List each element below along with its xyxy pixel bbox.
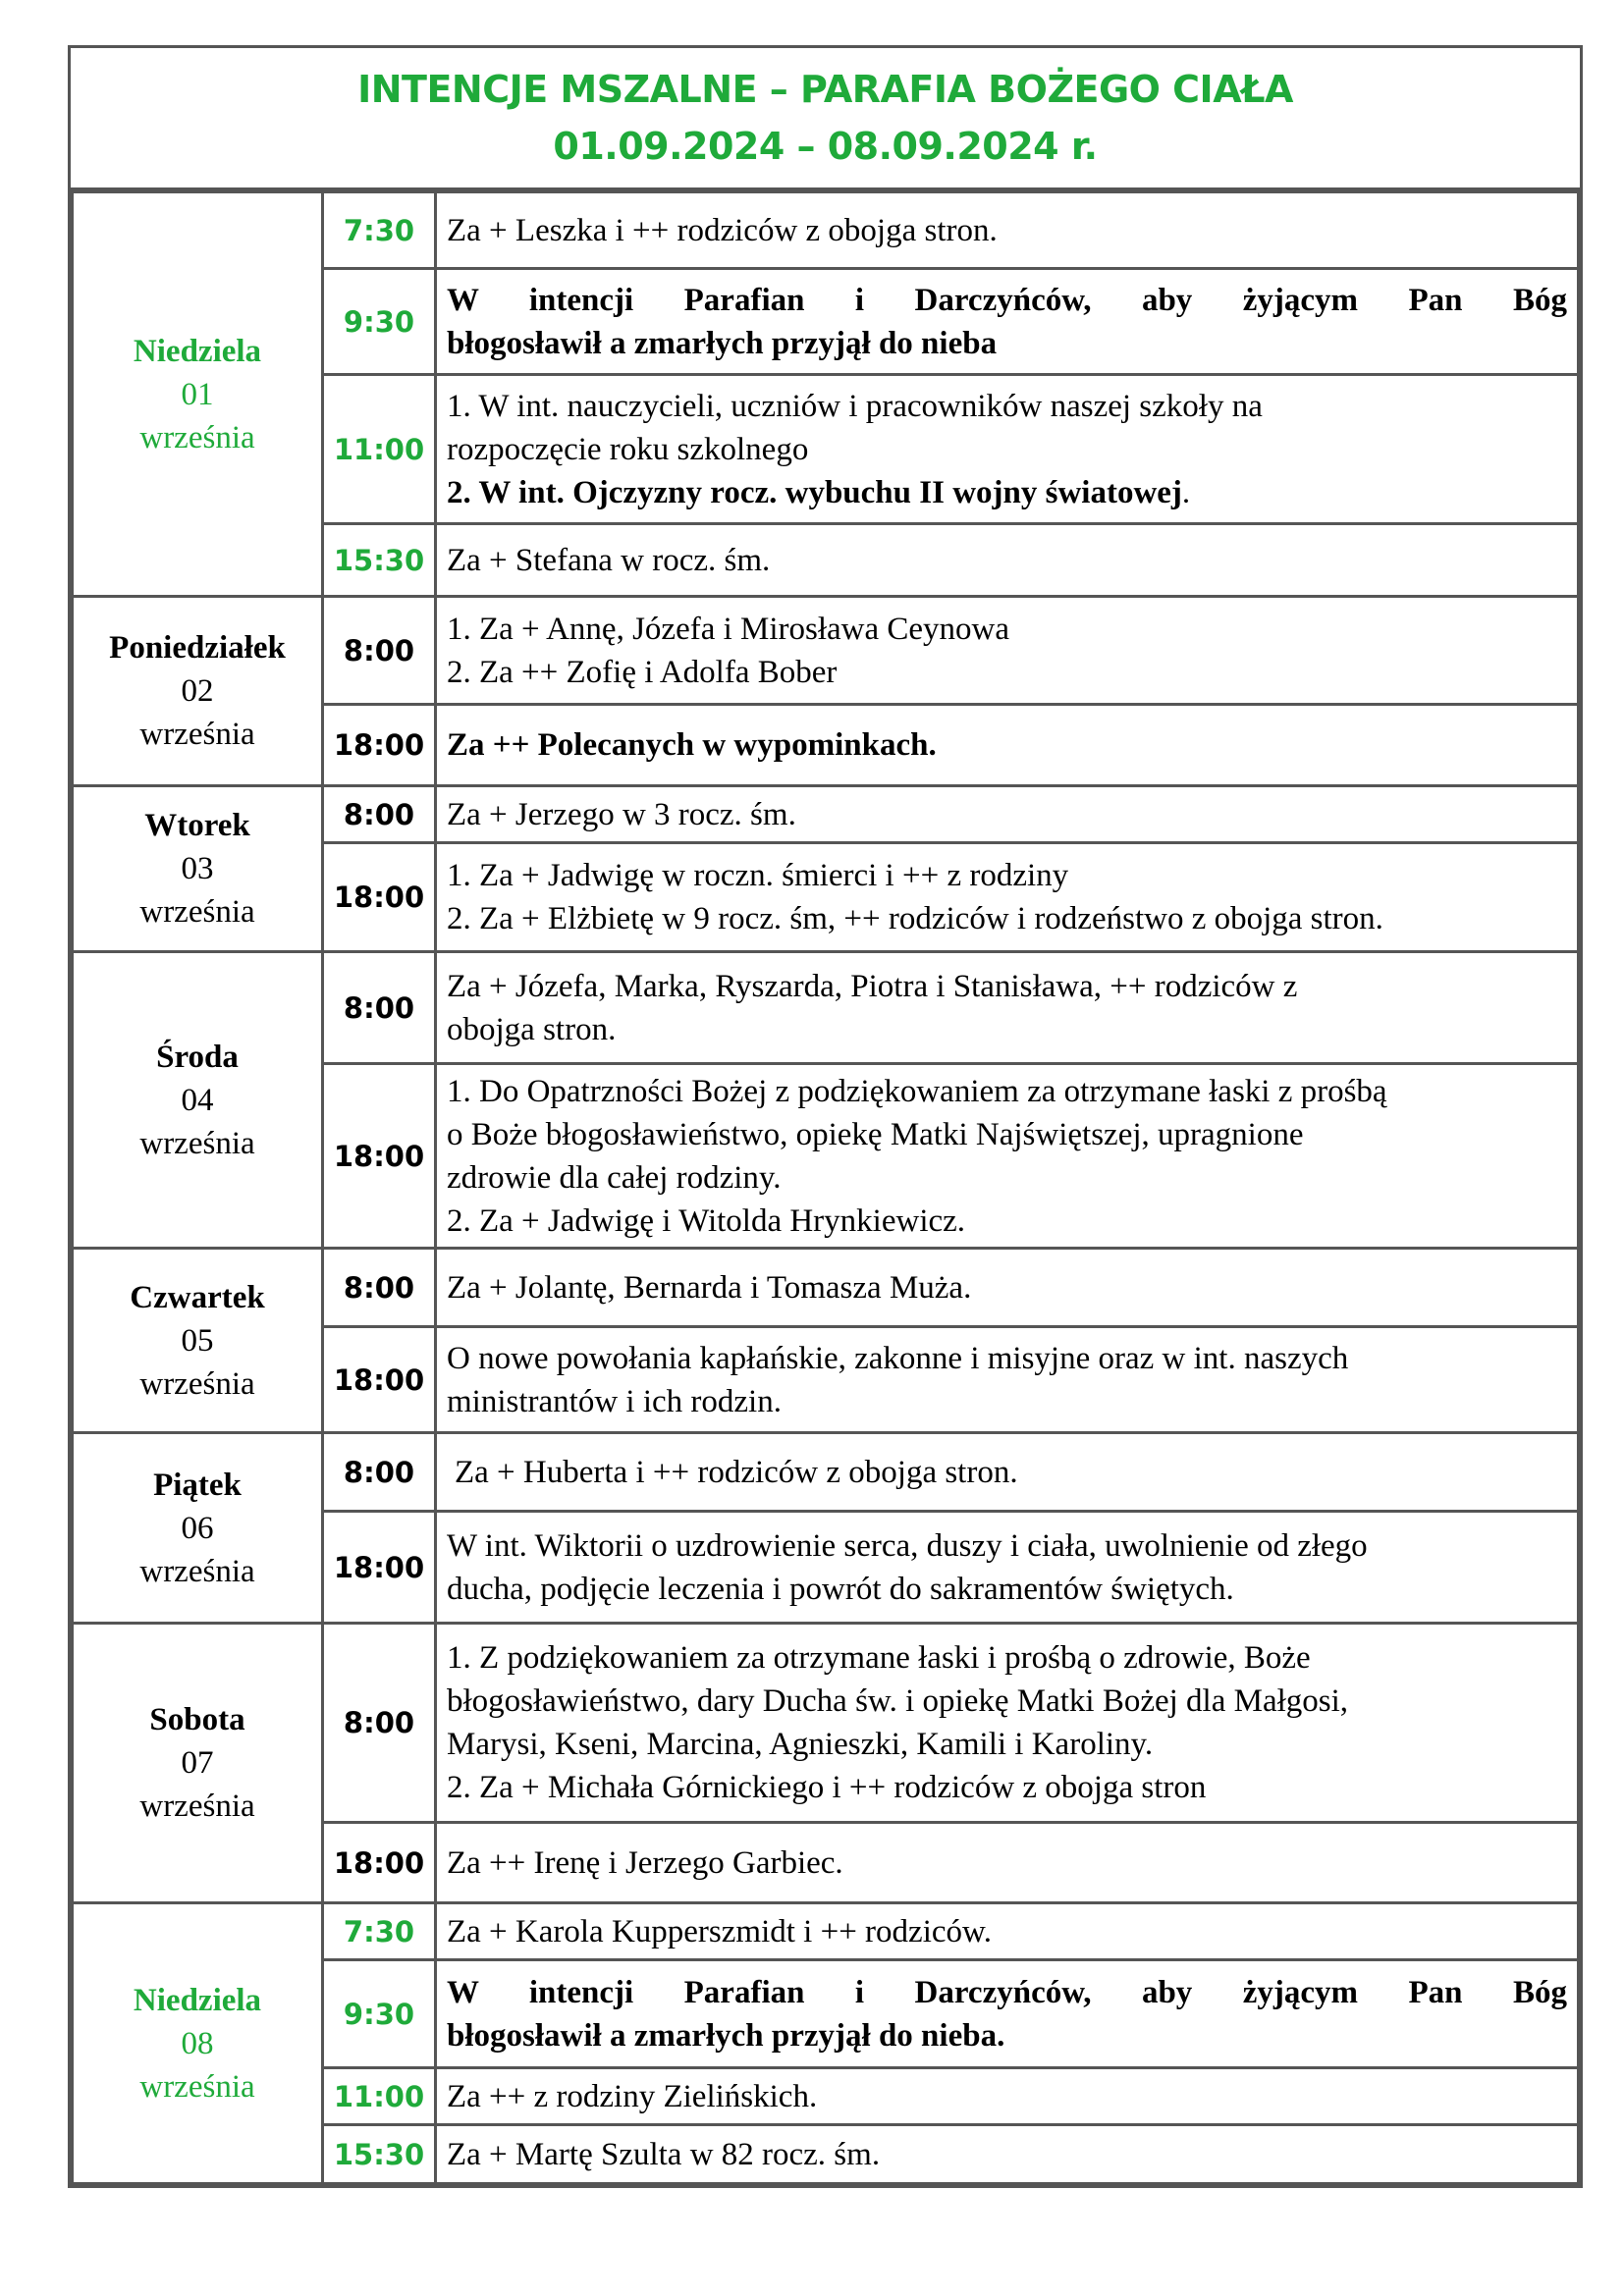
- intention-text: [436, 2125, 1579, 2184]
- table-row: [73, 786, 1579, 843]
- intention-line: zdrowie dla całej rodziny.: [447, 1159, 782, 1196]
- intention-line: 1. Do Opatrzności Bożej z podziękowaniem za otrzymane łaski z prośbą: [447, 1073, 1387, 1109]
- intention-line: 2. Za + Jadwigę i Witolda Hrynkiewicz.: [447, 1202, 966, 1239]
- mass-time: 8:00: [323, 597, 436, 705]
- intention-text: [436, 1327, 1579, 1433]
- day-month: września: [139, 1125, 255, 1161]
- title-line-2: 01.09.2024 – 08.09.2024 r.: [553, 125, 1098, 168]
- intention-line: o Boże błogosławieństwo, opiekę Matki Najświętszej, upragnione: [447, 1116, 1304, 1152]
- mass-time: 7:30: [323, 192, 436, 269]
- intention-line: Za + Leszka i ++ rodziców z obojga stron.: [447, 212, 998, 248]
- day-date: 02: [181, 673, 214, 709]
- table-row: [73, 192, 1579, 269]
- intention-line: Za ++ z rodziny Zielińskich.: [447, 2078, 818, 2114]
- intention-line: Za + Józefa, Marka, Ryszarda, Piotra i Stanisława, ++ rodziców z: [447, 968, 1298, 1004]
- day-name: Niedziela: [133, 333, 262, 369]
- day-date: 01: [181, 376, 214, 412]
- intention-text: [436, 1903, 1579, 1960]
- intention-line: Za + Huberta i ++ rodziców z obojga stron.: [455, 1454, 1018, 1490]
- intention-line: Za ++ Irenę i Jerzego Garbiec.: [447, 1844, 843, 1881]
- mass-time: 8:00: [323, 786, 436, 843]
- table-row: [73, 952, 1579, 1064]
- intention-text: [436, 597, 1579, 705]
- intention-line: Za ++ Polecanych w wypominkach.: [447, 727, 937, 763]
- intention-text: [436, 2068, 1579, 2125]
- intention-text: [436, 269, 1579, 375]
- mass-time: 9:30: [323, 269, 436, 375]
- intention-line: błogosławieństwo, dary Ducha św. i opiekę Matki Bożej dla Małgosi,: [447, 1683, 1349, 1719]
- intention-text: [436, 375, 1579, 524]
- day-cell: [73, 1249, 323, 1433]
- intention-line: 2. Za + Michała Górnickiego i ++ rodziców z obojga stron: [447, 1770, 1207, 1805]
- table-row: [73, 1249, 1579, 1327]
- mass-time: 18:00: [323, 1064, 436, 1249]
- day-month: września: [139, 419, 255, 455]
- day-date: 03: [181, 851, 214, 886]
- mass-time: 11:00: [323, 375, 436, 524]
- page-title: [71, 48, 1580, 190]
- mass-time: 18:00: [323, 1512, 436, 1624]
- intention-text: [436, 1960, 1579, 2068]
- day-cell: [73, 597, 323, 786]
- day-cell: [73, 192, 323, 597]
- day-name: Czwartek: [130, 1279, 265, 1315]
- intention-line: W intencji Parafian i Darczyńców, aby żyjącym Pan Bóg: [447, 282, 1567, 318]
- intention-line: .: [1181, 474, 1191, 510]
- intention-line: 2. Za + Elżbietę w 9 rocz. śm, ++ rodziców i rodzeństwo z obojga stron.: [447, 901, 1383, 936]
- intention-line: 1. W int. nauczycieli, uczniów i pracowników naszej szkoły na: [447, 388, 1263, 424]
- day-month: września: [139, 717, 255, 752]
- mass-time: 18:00: [323, 843, 436, 952]
- intention-line: 1. Z podziękowaniem za otrzymane łaski i prośbą o zdrowie, Boże: [447, 1640, 1311, 1676]
- intention-line: 1. Za + Annę, Józefa i Mirosława Ceynowa: [447, 611, 1010, 647]
- intention-text: [436, 1064, 1579, 1249]
- day-name: Sobota: [149, 1702, 245, 1737]
- day-name: Środa: [156, 1039, 239, 1075]
- intention-text: [436, 1512, 1579, 1624]
- intention-text: [436, 705, 1579, 786]
- intention-text: [436, 1823, 1579, 1903]
- day-cell: [73, 1903, 323, 2184]
- title-line-1: INTENCJE MSZALNE – PARAFIA BOŻEGO CIAŁA: [357, 68, 1293, 111]
- day-month: września: [139, 894, 255, 930]
- intention-text: [436, 1624, 1579, 1823]
- mass-intentions-sheet: [68, 45, 1583, 2188]
- intention-text: [436, 952, 1579, 1064]
- mass-time: 18:00: [323, 1327, 436, 1433]
- table-row: [73, 1624, 1579, 1823]
- day-cell: [73, 786, 323, 952]
- day-name: Wtorek: [144, 808, 250, 843]
- mass-time: 8:00: [323, 1249, 436, 1327]
- mass-time: 9:30: [323, 1960, 436, 2068]
- mass-time: 18:00: [323, 705, 436, 786]
- day-month: września: [139, 2068, 255, 2105]
- intention-text: [436, 192, 1579, 269]
- day-date: 08: [181, 2025, 214, 2061]
- intention-line: Za + Stefana w rocz. śm.: [447, 542, 771, 578]
- mass-time: 15:30: [323, 2125, 436, 2184]
- intention-text: [436, 1249, 1579, 1327]
- intention-text: [436, 1433, 1579, 1512]
- mass-time: 11:00: [323, 2068, 436, 2125]
- intention-line: Marysi, Kseni, Marcina, Agnieszki, Kamili i Karoliny.: [447, 1727, 1154, 1762]
- intention-text: [436, 843, 1579, 952]
- intention-text: [436, 786, 1579, 843]
- mass-time: 7:30: [323, 1903, 436, 1960]
- day-date: 04: [181, 1082, 214, 1118]
- day-name: Niedziela: [133, 1982, 262, 2018]
- intention-line: W intencji Parafian i Darczyńców, aby żyjącym Pan Bóg: [447, 1974, 1567, 2010]
- intention-line: obojga stron.: [447, 1011, 617, 1047]
- intention-line: 2. Za ++ Zofię i Adolfa Bober: [447, 654, 838, 690]
- intention-line: Za + Jolantę, Bernarda i Tomasza Muża.: [447, 1269, 972, 1306]
- day-date: 05: [181, 1322, 214, 1359]
- mass-time: 15:30: [323, 524, 436, 597]
- mass-time: 8:00: [323, 1624, 436, 1823]
- day-cell: [73, 1624, 323, 1903]
- table-row: [73, 1903, 1579, 1960]
- intention-line: Za + Martę Szulta w 82 rocz. śm.: [447, 2136, 881, 2172]
- day-month: września: [139, 1365, 255, 1402]
- intention-line: 1. Za + Jadwigę w roczn. śmierci i ++ z rodziny: [447, 858, 1069, 893]
- intention-line: 2. W int. Ojczyzny rocz. wybuchu II wojny światowej: [447, 474, 1182, 510]
- day-month: września: [139, 1789, 255, 1824]
- mass-time: 18:00: [323, 1823, 436, 1903]
- day-name: Poniedziałek: [109, 630, 286, 666]
- day-date: 06: [181, 1510, 214, 1546]
- intentions-table: [71, 190, 1580, 2185]
- mass-time: 8:00: [323, 952, 436, 1064]
- intention-line: rozpoczęcie roku szkolnego: [447, 431, 809, 467]
- intention-line: O nowe powołania kapłańskie, zakonne i misyjne oraz w int. naszych: [447, 1340, 1349, 1376]
- intention-line: ducha, podjęcie leczenia i powrót do sakramentów świętych.: [447, 1571, 1234, 1607]
- table-row: [73, 597, 1579, 705]
- intention-line: błogosławił a zmarłych przyjął do nieba: [447, 325, 998, 361]
- intention-line: ministrantów i ich rodzin.: [447, 1383, 782, 1419]
- mass-time: 8:00: [323, 1433, 436, 1512]
- day-cell: [73, 1433, 323, 1624]
- day-name: Piątek: [153, 1467, 242, 1503]
- table-row: [73, 1433, 1579, 1512]
- intention-line: Za + Karola Kupperszmidt i ++ rodziców.: [447, 1913, 992, 1949]
- day-month: września: [139, 1553, 255, 1589]
- intention-line: Za + Jerzego w 3 rocz. śm.: [447, 796, 796, 832]
- intention-text: [436, 524, 1579, 597]
- day-date: 07: [181, 1745, 214, 1781]
- intention-line: W int. Wiktorii o uzdrowienie serca, duszy i ciała, uwolnienie od złego: [447, 1527, 1368, 1564]
- intention-line: błogosławił a zmarłych przyjął do nieba.: [447, 2017, 1005, 2054]
- day-cell: [73, 952, 323, 1249]
